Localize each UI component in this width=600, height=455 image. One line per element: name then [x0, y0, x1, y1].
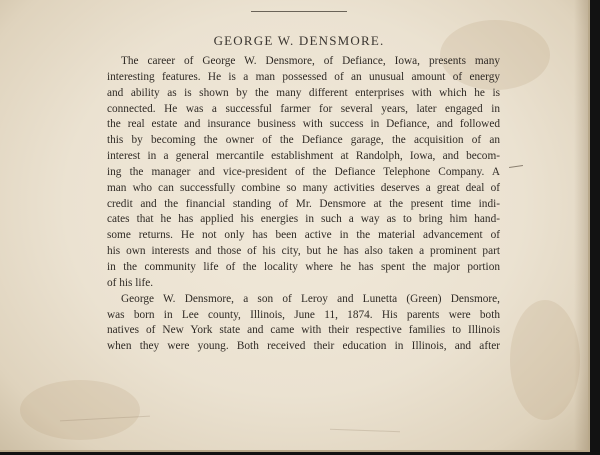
text-line: and ability as is shown by the many different enterprises with which he is [107, 86, 500, 99]
text-line: ing the manager and vice-president of the Defiance Telephone Company. A [107, 165, 500, 178]
text-line: in the community life of the locality where he has spent the major portion [107, 260, 500, 273]
body-text [107, 54, 500, 355]
text-line: the real estate and insurance business with success in Defiance, and followed [107, 118, 500, 131]
paper-stain [510, 300, 580, 420]
paragraph-2 [107, 292, 500, 355]
paper-scratch [330, 429, 400, 432]
page-title: GEORGE W. DENSMORE. [213, 33, 385, 48]
text-line: his own interests and those of his city, but he has also taken a prominent part [107, 245, 500, 258]
text-line: connected. He was a successful farmer for several years, later engaged in [107, 102, 500, 115]
text-line: cates that he has applied his energies in such a way as to bring him hand- [107, 213, 500, 226]
header-rule [251, 11, 347, 12]
paragraph-1 [107, 54, 500, 292]
text-line: man who can successfully combine so many activities deserves a great deal of [107, 181, 500, 194]
margin-pencil-mark [509, 165, 523, 168]
text-line: interest in a general mercantile establishment at Randolph, Iowa, and becom- [107, 150, 500, 163]
text-line: this by becoming the owner of the Defiance garage, the acquisition of an [107, 134, 500, 147]
text-line: The career of George W. Densmore, of Defiance, Iowa, presents many [121, 55, 500, 67]
text-line: natives of New York state and came with their respective families to Illinois [107, 324, 500, 337]
text-line: credit and the financial standing of Mr. Densmore at the present time indi- [107, 197, 500, 210]
text-line: when they were young. Both received their education in Illinois, and after [107, 340, 500, 353]
text-line: George W. Densmore, a son of Leroy and Lunetta (Green) Densmore, [121, 292, 500, 305]
text-line: of his life. [107, 276, 154, 289]
paper-stain [20, 380, 140, 440]
text-line: some returns. He not only has been active in the material advancement of [107, 229, 500, 242]
text-line: was born in Lee county, Illinois, June 11, 1874. His parents were both [107, 308, 500, 321]
text-line: interesting features. He is a man possessed of an unusual amount of energy [107, 70, 500, 83]
